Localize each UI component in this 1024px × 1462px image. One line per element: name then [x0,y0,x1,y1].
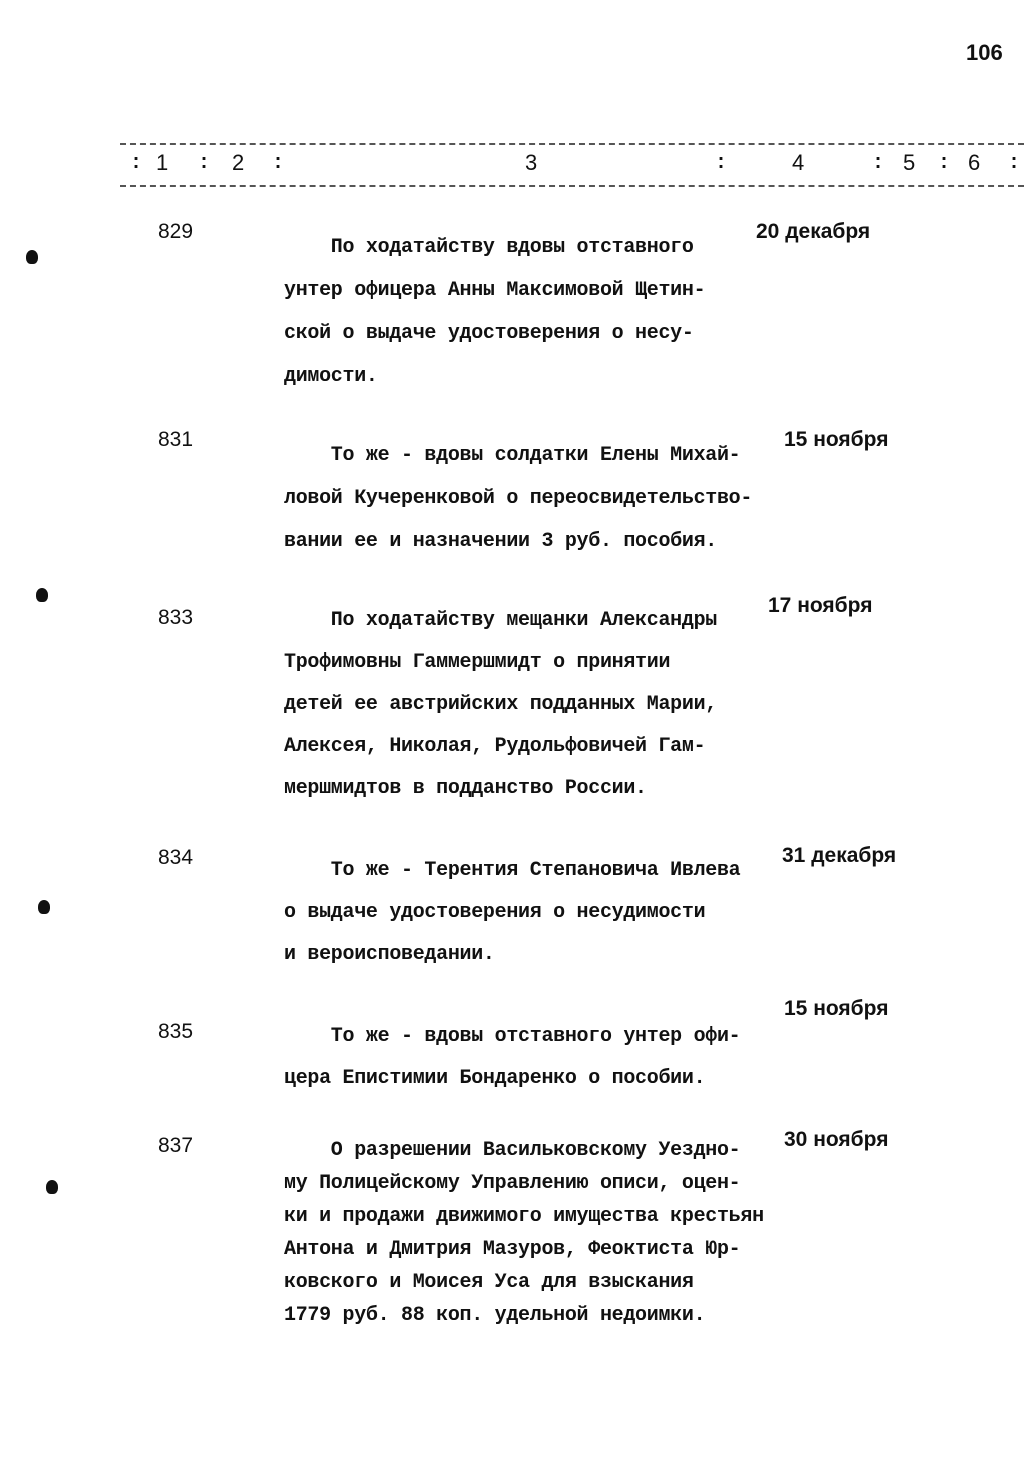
entry-description [284,850,764,976]
entry-description [284,600,764,810]
entry-line: му Полицейскому Управлению описи, оцен- [284,1172,741,1195]
entry-description [284,434,764,563]
entry-line: вании ее и назначении 3 руб. пособия. [284,530,717,553]
entry-line: Трофимовны Гаммершмидт о принятии [284,651,671,674]
entry-line: Антона и Дмитрия Мазуров, Феоктиста Юр- [284,1238,741,1261]
entry-number: 829 [158,220,194,243]
entry-line: О разрешении Васильковскому Уездно- [284,1139,741,1162]
column-separator: : [872,152,885,175]
column-header-1: 1 [156,150,169,175]
column-separator: : [198,152,211,175]
entry-description [284,1016,764,1100]
entry-line: ки и продажи движимого имущества крестьян [284,1205,764,1228]
column-separator: : [938,152,951,175]
entry-line: о выдаче удостоверения о несудимости [284,901,706,924]
column-header-5: 5 [903,150,916,175]
entry-line: мершмидтов в подданство России. [284,777,647,800]
entry-date: 30 ноября [784,1128,889,1151]
entry-line: То же - Терентия Степановича Ивлева [284,859,741,882]
column-header-4: 4 [792,150,805,175]
entry-description [284,226,764,398]
entry-line: ловой Кучеренковой о переосвидетельство- [284,487,753,510]
column-separator: : [272,152,285,175]
entry-line: унтер офицера Анны Максимовой Щетин- [284,279,706,302]
entry-number: 835 [158,1020,194,1043]
page-number: 106 [966,40,1003,65]
column-header-6: 6 [968,150,981,175]
entry-line: цера Епистимии Бондаренко о пособии. [284,1067,706,1090]
entry-description [284,1134,764,1332]
column-header-2: 2 [232,150,245,175]
entry-line: и вероисповедании. [284,943,495,966]
header-rule-top [120,143,1024,145]
entry-date: 20 декабря [756,220,871,243]
punch-mark [36,588,48,602]
entry-line: То же - вдовы отставного унтер офи- [284,1025,741,1048]
entry-number: 837 [158,1134,194,1157]
punch-mark [26,250,38,264]
entry-line: димости. [284,365,378,388]
entry-line: 1779 руб. 88 коп. удельной недоимки. [284,1304,706,1327]
column-header-3: 3 [525,150,538,175]
entry-line: ковского и Моисея Уса для взыскания [284,1271,694,1294]
column-separator: : [130,152,143,175]
column-separator: : [1008,152,1021,175]
entry-number: 834 [158,846,194,869]
entry-line: Алексея, Николая, Рудольфовичей Гам- [284,735,706,758]
entry-number: 831 [158,428,194,451]
punch-mark [46,1180,58,1194]
entry-date: 15 ноября [784,428,889,451]
entry-date: 15 ноября [784,997,889,1020]
header-rule-bottom [120,185,1024,187]
entry-line: По ходатайству мещанки Александры [284,609,717,632]
entry-number: 833 [158,606,194,629]
column-separator: : [715,152,728,175]
punch-mark [38,900,50,914]
entry-line: То же - вдовы солдатки Елены Михай- [284,444,741,467]
entry-date: 17 ноября [768,594,873,617]
entry-line: По ходатайству вдовы отставного [284,236,694,259]
entry-line: детей ее австрийских подданных Марии, [284,693,717,716]
entry-date: 31 декабря [782,844,897,867]
entry-line: ской о выдаче удостоверения о несу- [284,322,694,345]
